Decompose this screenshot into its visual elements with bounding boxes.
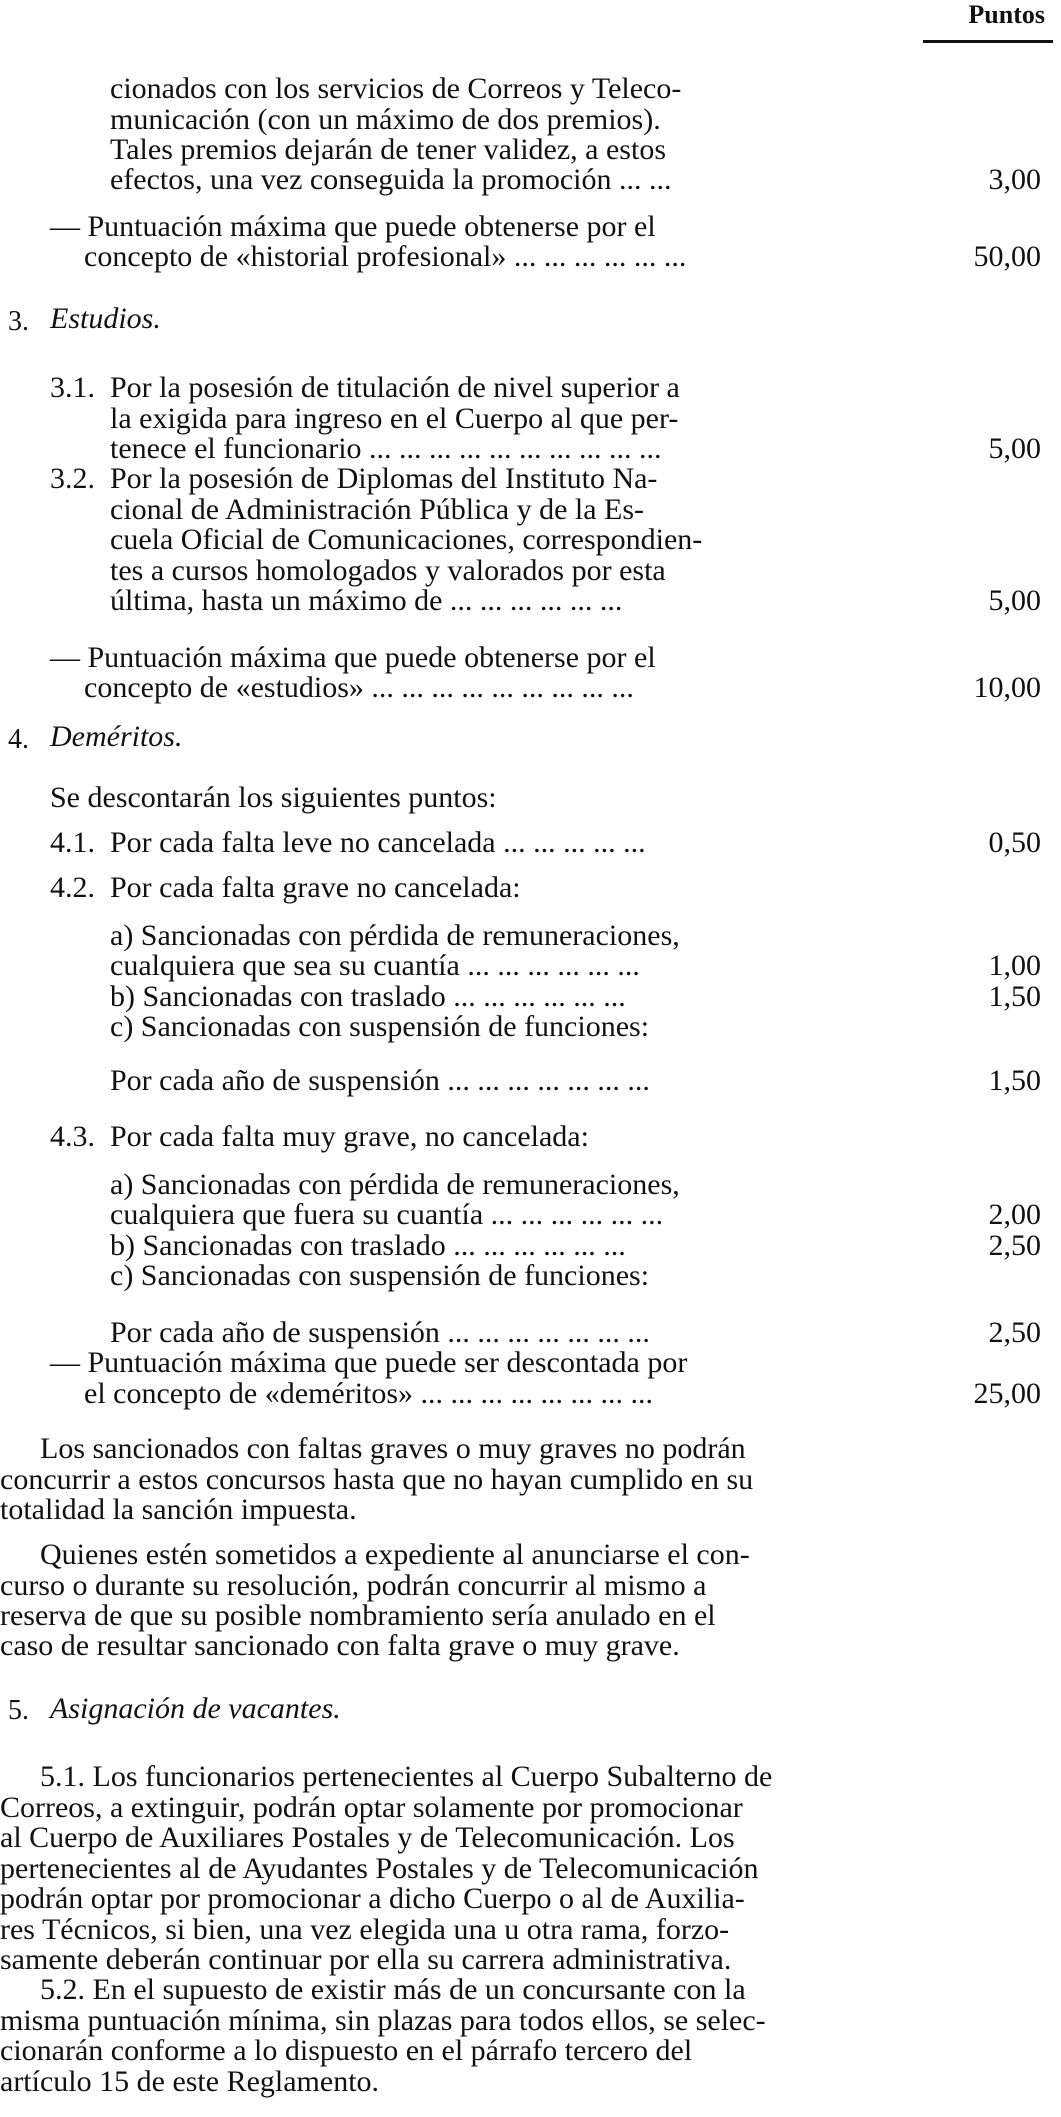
text-line: c) Sancionadas con suspensión de funciones: — [110, 1258, 650, 1292]
text-line: tes a cursos homologados y valorados por esta — [110, 553, 666, 587]
text-line: Por la posesión de Diplomas del Instituto Na- — [110, 462, 658, 496]
paragraph-line: caso de resultar sancionado con falta grave o muy grave. — [0, 1629, 680, 1663]
paragraph-line: 5.2. En el supuesto de existir más de un concursante con la — [40, 1973, 746, 2007]
text-line: tenece el funcionario ... ... ... ... ... ... ... ... ... ... — [110, 431, 662, 465]
max-score-line: — Puntuación máxima que puede obtenerse por el — [50, 209, 656, 243]
paragraph-line: reserva de que su posible nombramiento sería anulado en el — [0, 1598, 716, 1632]
points-value: 2,50 — [988, 1228, 1041, 1262]
max-score-line: el concepto de «deméritos» ... ... ... ... ... ... ... ... — [84, 1376, 654, 1410]
paragraph-line: Los sancionados con faltas graves o muy graves no podrán — [40, 1432, 746, 1466]
max-points-value: 50,00 — [973, 240, 1041, 274]
text-line: cionados con los servicios de Correos y Teleco- — [110, 72, 682, 106]
max-score-line: concepto de «historial profesional» ... ... ... ... ... ... — [84, 240, 687, 274]
text-line: municación (con un máximo de dos premios). — [110, 102, 661, 136]
text-line: Por cada falta grave no cancelada: — [110, 871, 521, 905]
section-number: 5. — [8, 1695, 29, 1727]
paragraph-line: 5.1. Los funcionarios pertenecientes al Cuerpo Subalterno de — [40, 1760, 773, 1794]
paragraph-line: cionarán conforme a lo dispuesto en el párrafo tercero del — [0, 2034, 693, 2068]
text-line: cualquiera que sea su cuantía ... ... ... ... ... ... — [110, 949, 640, 983]
text-line: Por la posesión de titulación de nivel superior a — [110, 371, 680, 405]
section-title: Estudios. — [50, 302, 161, 336]
paragraph-line: artículo 15 de este Reglamento. — [0, 2064, 380, 2098]
paragraph-line: samente deberán continuar por ella su carrera administrativa. — [0, 1942, 732, 1976]
paragraph-line: Correos, a extinguir, podrán optar solamente por promocionar — [0, 1790, 743, 1824]
points-value: 5,00 — [988, 431, 1041, 465]
text-line: Por cada falta leve no cancelada ... ... ... ... ... — [110, 826, 646, 860]
text-line: b) Sancionadas con traslado ... ... ... ... ... ... — [110, 1228, 626, 1262]
paragraph-line: totalidad la sanción impuesta. — [0, 1493, 357, 1527]
paragraph-line: concurrir a estos concursos hasta que no hayan cumplido en su — [0, 1462, 754, 1496]
text-line: cional de Administración Pública y de la Es- — [110, 492, 645, 526]
text-line: Por cada año de suspensión ... ... ... ... ... ... ... — [110, 1064, 650, 1098]
text-line: cuela Oficial de Comunicaciones, correspondien- — [110, 523, 703, 557]
item-number: 3.2. — [50, 462, 95, 496]
paragraph-line: curso o durante su resolución, podrán concurrir al mismo a — [0, 1568, 707, 1602]
text-line: b) Sancionadas con traslado ... ... ... ... ... ... — [110, 979, 626, 1013]
text-line: efectos, una vez conseguida la promoción ... ... — [110, 163, 672, 197]
header-rule — [923, 40, 1053, 43]
paragraph-line: al Cuerpo de Auxiliares Postales y de Telecomunicación. Los — [0, 1821, 735, 1855]
item-number: 4.1. — [50, 826, 95, 860]
intro-text: Se descontarán los siguientes puntos: — [50, 781, 497, 815]
section-number: 3. — [8, 305, 29, 337]
max-score-line: — Puntuación máxima que puede ser descontada por — [50, 1346, 688, 1380]
paragraph-line: podrán optar por promocionar a dicho Cuerpo o al de Auxilia- — [0, 1882, 745, 1916]
text-line: la exigida para ingreso en el Cuerpo al que per- — [110, 401, 679, 435]
text-line: cualquiera que fuera su cuantía ... ... ... ... ... ... — [110, 1198, 664, 1232]
points-value: 0,50 — [988, 826, 1041, 860]
points-value: 3,00 — [988, 163, 1041, 197]
paragraph-line: Quienes estén sometidos a expediente al anunciarse el con- — [40, 1538, 750, 1572]
text-line: Por cada falta muy grave, no cancelada: — [110, 1120, 589, 1153]
max-score-line: — Puntuación máxima que puede obtenerse por el — [50, 641, 656, 675]
points-value: 1,00 — [988, 949, 1041, 983]
item-number: 4.3. — [50, 1120, 95, 1153]
points-value: 2,00 — [988, 1198, 1041, 1232]
paragraph-line: misma puntuación mínima, sin plazas para todos ellos, se selec- — [0, 2003, 766, 2037]
column-header: Puntos — [968, 0, 1045, 29]
max-score-line: concepto de «estudios» ... ... ... ... ... ... ... ... ... — [84, 671, 634, 705]
points-value: 2,50 — [988, 1315, 1041, 1349]
paragraph-line: res Técnicos, si bien, una vez elegida una u otra rama, forzo- — [0, 1912, 730, 1946]
section-title: Deméritos. — [50, 720, 183, 754]
text-line: Tales premios dejarán de tener validez, a estos — [110, 132, 666, 166]
item-number: 4.2. — [50, 871, 95, 905]
section-number: 4. — [8, 724, 29, 756]
text-line: c) Sancionadas con suspensión de funciones: — [110, 1010, 650, 1044]
points-value: 5,00 — [988, 584, 1041, 618]
points-value: 1,50 — [988, 979, 1041, 1013]
paragraph-line: pertenecientes al de Ayudantes Postales y de Telecomunicación — [0, 1851, 759, 1885]
section-title: Asignación de vacantes. — [50, 1691, 341, 1725]
text-line: a) Sancionadas con pérdida de remuneraciones, — [110, 1167, 680, 1201]
text-line: a) Sancionadas con pérdida de remuneraciones, — [110, 918, 680, 952]
points-value: 1,50 — [988, 1064, 1041, 1098]
max-points-value: 10,00 — [973, 671, 1041, 705]
item-number: 3.1. — [50, 371, 95, 405]
text-line: última, hasta un máximo de ... ... ... ... ... ... — [110, 584, 623, 618]
max-points-value: 25,00 — [973, 1376, 1041, 1410]
text-line: Por cada año de suspensión ... ... ... ... ... ... ... — [110, 1315, 650, 1349]
